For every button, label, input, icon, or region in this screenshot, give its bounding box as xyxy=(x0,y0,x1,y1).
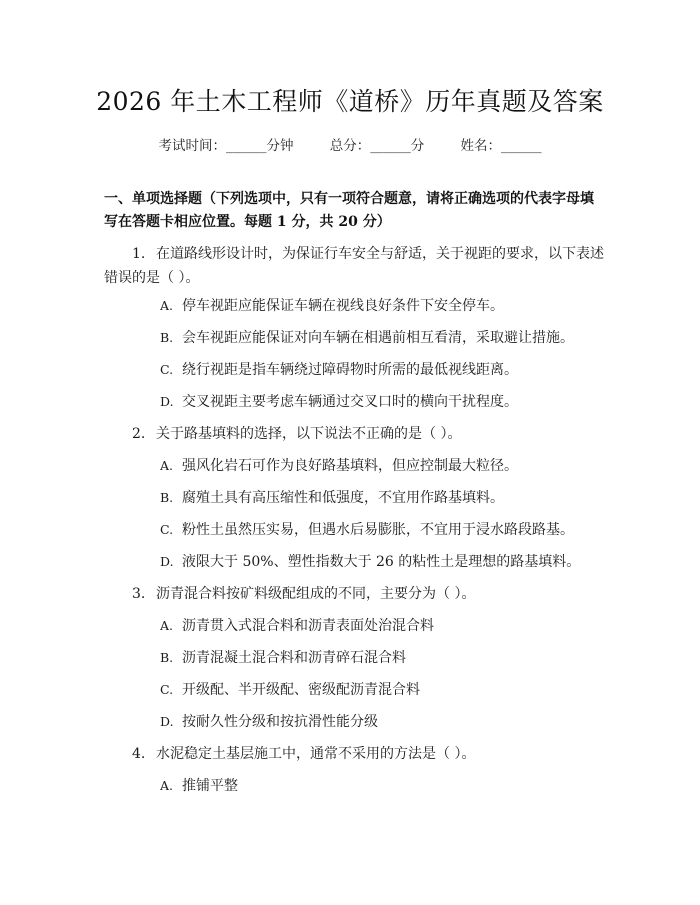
option-text: 按耐久性分级和按抗滑性能分级 xyxy=(182,714,378,730)
option-text: 交叉视距主要考虑车辆通过交叉口时的横向干扰程度。 xyxy=(182,394,518,410)
total-score-field: 总分：______分 xyxy=(329,138,425,154)
document-title: 2026 年土木工程师《道桥》历年真题及答案 xyxy=(96,87,604,116)
option-letter: A. xyxy=(160,618,174,633)
option-2a xyxy=(160,456,610,476)
option-3a xyxy=(160,616,610,636)
option-letter: C. xyxy=(160,682,174,697)
option-2b xyxy=(160,488,610,508)
option-1a xyxy=(160,296,610,316)
option-letter: B. xyxy=(160,330,174,345)
option-text: 沥青混凝土混合料和沥青碎石混合料 xyxy=(182,650,406,666)
option-2d xyxy=(160,552,610,572)
option-text: 沥青贯入式混合料和沥青表面处治混合料 xyxy=(182,618,434,634)
question-3 xyxy=(104,582,604,606)
option-letter: D. xyxy=(160,554,174,569)
question-2 xyxy=(104,422,604,446)
question-1 xyxy=(104,242,604,290)
option-3c xyxy=(160,680,610,700)
question-4 xyxy=(104,742,604,766)
option-3d xyxy=(160,712,610,732)
option-letter: C. xyxy=(160,362,174,377)
option-text: 会车视距应能保证对向车辆在相遇前相互看清，采取避让措施。 xyxy=(182,330,574,346)
option-4a xyxy=(160,776,610,796)
option-letter: B. xyxy=(160,490,174,505)
student-name-field: 姓名：______ xyxy=(460,138,542,154)
option-letter: C. xyxy=(160,522,174,537)
option-letter: D. xyxy=(160,714,174,729)
option-3b xyxy=(160,648,610,668)
exam-time-field: 考试时间：______分钟 xyxy=(158,138,294,154)
question-stem: 关于路基填料的选择，以下说法不正确的是（ ）。 xyxy=(156,426,462,442)
question-number: 4. xyxy=(132,746,146,762)
option-1d xyxy=(160,392,610,412)
option-text: 腐殖土具有高压缩性和低强度，不宜用作路基填料。 xyxy=(182,490,504,506)
question-number: 2. xyxy=(132,426,146,442)
section-heading: 一、单项选择题（下列选项中，只有一项符合题意，请将正确选项的代表字母填写在答题卡相应位置。每题 1 分，共 20 分） xyxy=(104,191,594,230)
exam-meta-line xyxy=(0,134,700,154)
question-stem: 在道路线形设计时，为保证行车安全与舒适，关于视距的要求，以下表述错误的是（ ）。 xyxy=(104,246,604,286)
option-letter: A. xyxy=(160,298,174,313)
option-text: 开级配、半开级配、密级配沥青混合料 xyxy=(182,682,420,698)
option-letter: A. xyxy=(160,458,174,473)
option-letter: A. xyxy=(160,778,174,793)
question-number: 3. xyxy=(132,586,146,602)
question-stem: 水泥稳定土基层施工中，通常不采用的方法是（ ）。 xyxy=(156,746,476,762)
question-number: 1. xyxy=(132,246,146,262)
option-1c xyxy=(160,360,610,380)
option-text: 粉性土虽然压实易，但遇水后易膨胀，不宜用于浸水路段路基。 xyxy=(182,522,574,538)
option-letter: D. xyxy=(160,394,174,409)
option-2c xyxy=(160,520,610,540)
option-text: 液限大于 50%、塑性指数大于 26 的粘性土是理想的路基填料。 xyxy=(182,554,581,570)
option-text: 绕行视距是指车辆绕过障碍物时所需的最低视线距离。 xyxy=(182,362,518,378)
option-letter: B. xyxy=(160,650,174,665)
question-stem: 沥青混合料按矿料级配组成的不同，主要分为（ ）。 xyxy=(156,586,476,602)
option-text: 强风化岩石可作为良好路基填料，但应控制最大粒径。 xyxy=(182,458,518,474)
option-1b xyxy=(160,328,610,348)
option-text: 推铺平整 xyxy=(182,778,238,794)
option-text: 停车视距应能保证车辆在视线良好条件下安全停车。 xyxy=(182,298,504,314)
